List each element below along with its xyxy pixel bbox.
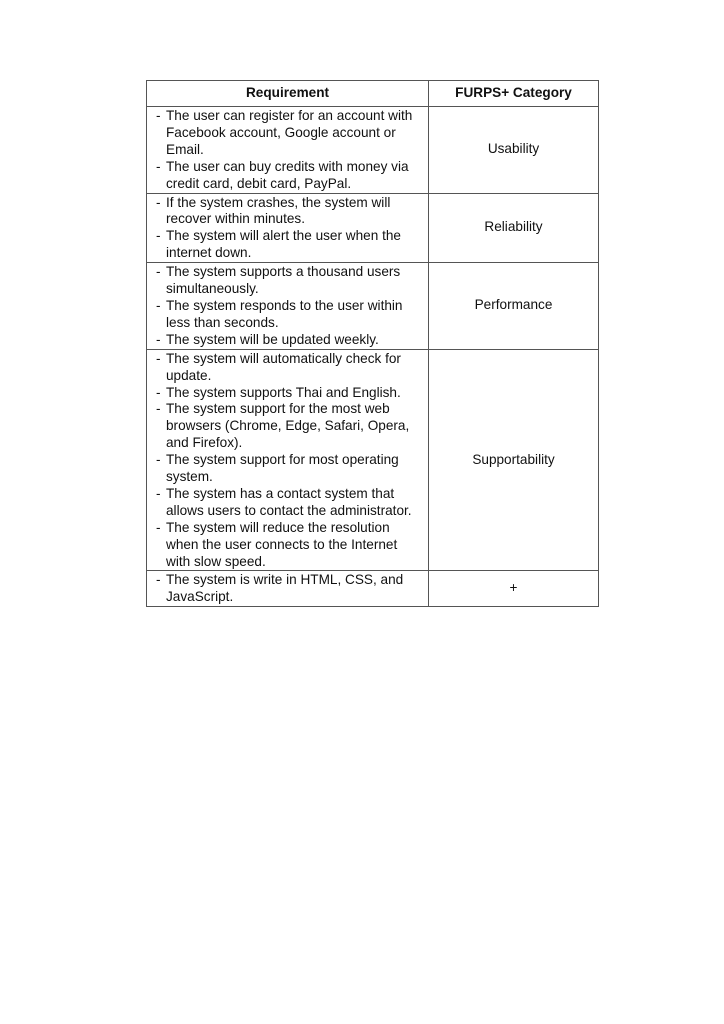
- requirement-item: - The user can register for an account with Facebook account, Google account or Email.: [156, 108, 424, 159]
- requirement-list: [156, 108, 424, 193]
- category-cell: Reliability: [429, 193, 599, 263]
- requirement-item: - The system will automatically check for update.: [156, 351, 424, 385]
- category-cell: Supportability: [429, 349, 599, 571]
- requirement-list: [156, 572, 424, 606]
- requirement-cell: [147, 571, 429, 607]
- header-requirement: Requirement: [147, 81, 429, 107]
- table-row-supportability: [147, 349, 599, 571]
- requirement-item: - The system support for most operating system.: [156, 452, 424, 486]
- requirement-item: - The system support for the most web browsers (Chrome, Edge, Safari, Opera, and Firefox).: [156, 401, 424, 452]
- requirement-list: [156, 351, 424, 571]
- requirement-item: - The system supports a thousand users simultaneously.: [156, 264, 424, 298]
- table-row-performance: [147, 263, 599, 350]
- header-category: FURPS+ Category: [429, 81, 599, 107]
- table-row-usability: [147, 107, 599, 194]
- requirement-item: - If the system crashes, the system will recover within minutes.: [156, 195, 424, 229]
- category-cell: Performance: [429, 263, 599, 350]
- requirement-cell: [147, 263, 429, 350]
- requirement-item: - The system will be updated weekly.: [156, 332, 424, 349]
- table-row-plus: [147, 571, 599, 607]
- requirement-cell: [147, 349, 429, 571]
- requirement-item: - The system supports Thai and English.: [156, 385, 424, 402]
- header-row: [147, 81, 599, 107]
- table-row-reliability: [147, 193, 599, 263]
- furps-table: [146, 80, 599, 607]
- requirement-cell: [147, 107, 429, 194]
- category-cell: Usability: [429, 107, 599, 194]
- requirement-item: - The user can buy credits with money via credit card, debit card, PayPal.: [156, 159, 424, 193]
- requirement-item: - The system will reduce the resolution when the user connects to the Internet with slow speed.: [156, 520, 424, 571]
- requirement-item: - The system is write in HTML, CSS, and JavaScript.: [156, 572, 424, 606]
- requirement-list: [156, 264, 424, 349]
- requirement-cell: [147, 193, 429, 263]
- requirement-item: - The system will alert the user when the internet down.: [156, 228, 424, 262]
- category-cell: +: [429, 571, 599, 607]
- requirement-item: - The system responds to the user within less than seconds.: [156, 298, 424, 332]
- requirement-item: - The system has a contact system that allows users to contact the administrator.: [156, 486, 424, 520]
- requirement-list: [156, 195, 424, 263]
